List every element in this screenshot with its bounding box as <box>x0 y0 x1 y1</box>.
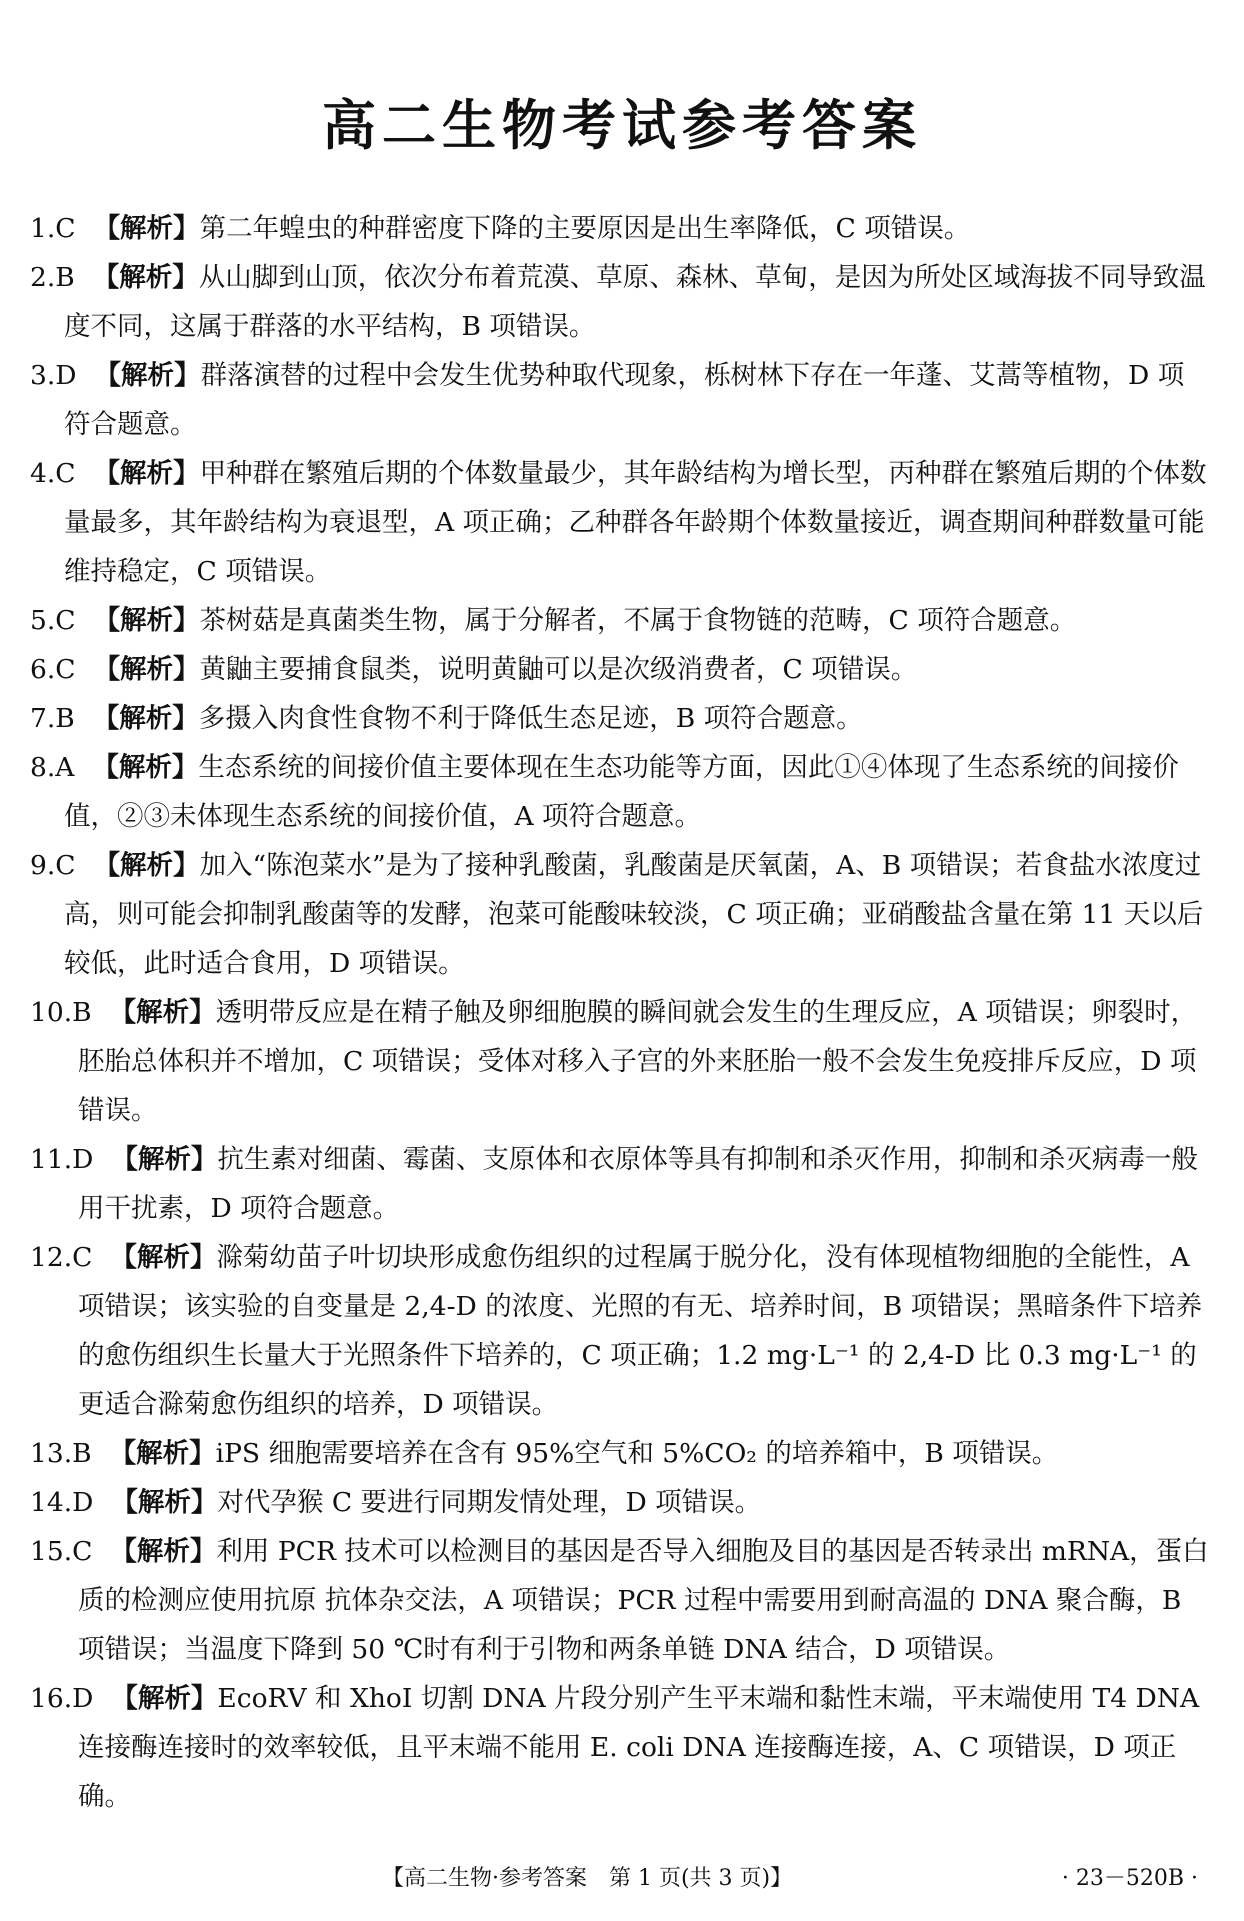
answer-number: 4.C <box>30 458 76 489</box>
analysis-tag: 【解析】 <box>92 262 199 293</box>
answer-text: 第二年蝗虫的种群密度下降的主要原因是出生率降低，C 项错误。 <box>199 213 971 244</box>
answer-number: 8.A <box>30 752 75 783</box>
analysis-tag: 【解析】 <box>109 1438 216 1469</box>
answer-text: 多摄入肉食性食物不利于降低生态足迹，B 项符合题意。 <box>198 703 863 734</box>
analysis-tag: 【解析】 <box>93 850 200 881</box>
analysis-tag: 【解析】 <box>94 360 201 391</box>
answer-number: 3.D <box>30 360 77 391</box>
analysis-tag: 【解析】 <box>110 1536 217 1567</box>
answer-item-9 <box>30 841 1210 988</box>
analysis-tag: 【解析】 <box>109 997 216 1028</box>
answer-number: 6.C <box>30 654 76 685</box>
answer-text: 透明带反应是在精子触及卵细胞膜的瞬间就会发生的生理反应，A 项错误；卵裂时，胚胎总体积并不增加，C 项错误；受体对移入子宫的外来胚胎一般不会发生免疫排斥反应，D 项错误。 <box>78 997 1198 1126</box>
analysis-tag: 【解析】 <box>111 1144 218 1175</box>
answer-number: 11.D <box>30 1144 94 1175</box>
answer-item-3 <box>30 351 1210 449</box>
answer-text: 抗生素对细菌、霉菌、支原体和衣原体等具有抑制和杀灭作用，抑制和杀灭病毒一般用干扰素，D 项符合题意。 <box>78 1144 1198 1224</box>
answer-text: 加入“陈泡菜水”是为了接种乳酸菌，乳酸菌是厌氧菌，A、B 项错误；若食盐水浓度过高，则可能会抑制乳酸菌等的发酵，泡菜可能酸味较淡，C 项正确；亚硝酸盐含量在第 11 天以后较低，此时适合食用，D 项错误。 <box>64 850 1204 979</box>
answer-item-6 <box>30 645 1210 694</box>
answer-item-14 <box>30 1478 1210 1527</box>
answer-text: 滁菊幼苗子叶切块形成愈伤组织的过程属于脱分化，没有体现植物细胞的全能性，A 项错误；该实验的自变量是 2,4-D 的浓度、光照的有无、培养时间，B 项错误；黑暗条件下培养的愈伤组织生长量大于光照条件下培养的，C 项正确；1.2 mg·L⁻¹ 的 2,4-D 比 0.3 mg·L⁻¹ 的更适合滁菊愈伤组织的培养，D 项错误。 <box>78 1242 1203 1420</box>
answer-item-7 <box>30 694 1210 743</box>
answer-text: 甲种群在繁殖后期的个体数量最少，其年龄结构为增长型，丙种群在繁殖后期的个体数量最多，其年龄结构为衰退型，A 项正确；乙种群各年龄期个体数量接近，调查期间种群数量可能维持稳定，C 项错误。 <box>64 458 1207 587</box>
answer-list <box>30 204 1210 1821</box>
answer-number: 5.C <box>30 605 76 636</box>
footer-exam-code: · 23－520B · <box>1061 1866 1198 1891</box>
answer-item-11 <box>30 1135 1210 1233</box>
analysis-tag: 【解析】 <box>92 752 199 783</box>
answer-item-12 <box>30 1233 1210 1429</box>
answer-item-2 <box>30 253 1210 351</box>
analysis-tag: 【解析】 <box>110 1242 217 1273</box>
answer-number: 14.D <box>30 1487 94 1518</box>
answer-number: 16.D <box>30 1683 94 1714</box>
answer-item-15 <box>30 1527 1210 1674</box>
answer-item-10 <box>30 988 1210 1135</box>
answer-item-5 <box>30 596 1210 645</box>
answer-number: 15.C <box>30 1536 93 1567</box>
footer-page-info: 【高二生物·参考答案 第 1 页(共 3 页)】 <box>382 1866 793 1891</box>
answer-text: 对代孕猴 C 要进行同期发情处理，D 项错误。 <box>217 1487 762 1518</box>
analysis-tag: 【解析】 <box>93 458 200 489</box>
analysis-tag: 【解析】 <box>111 1683 218 1714</box>
answer-item-16 <box>30 1674 1210 1821</box>
answer-item-8 <box>30 743 1210 841</box>
answer-number: 10.B <box>30 997 92 1028</box>
analysis-tag: 【解析】 <box>93 605 200 636</box>
answer-number: 7.B <box>30 703 75 734</box>
answer-text: 从山脚到山顶，依次分布着荒漠、草原、森林、草甸，是因为所处区域海拔不同导致温度不同，这属于群落的水平结构，B 项错误。 <box>64 262 1206 342</box>
answer-number: 1.C <box>30 213 76 244</box>
answer-number: 9.C <box>30 850 76 881</box>
answer-text: 生态系统的间接价值主要体现在生态功能等方面，因此①④体现了生态系统的间接价值，②③未体现生态系统的间接价值，A 项符合题意。 <box>64 752 1179 832</box>
analysis-tag: 【解析】 <box>93 213 200 244</box>
answer-text: 利用 PCR 技术可以检测目的基因是否导入细胞及目的基因是否转录出 mRNA，蛋白质的检测应使用抗原 抗体杂交法，A 项错误；PCR 过程中需要用到耐高温的 DNA 聚合酶，B 项错误；当温度下降到 50 ℃时有利于引物和两条单链 DNA 结合，D 项错误。 <box>78 1536 1209 1665</box>
answer-text: 茶树菇是真菌类生物，属于分解者，不属于食物链的范畴，C 项符合题意。 <box>199 605 1077 636</box>
answer-text: 黄鼬主要捕食鼠类，说明黄鼬可以是次级消费者，C 项错误。 <box>199 654 918 685</box>
answer-number: 12.C <box>30 1242 93 1273</box>
answer-text: iPS 细胞需要培养在含有 95%空气和 5%CO₂ 的培养箱中，B 项错误。 <box>215 1438 1059 1469</box>
analysis-tag: 【解析】 <box>111 1487 218 1518</box>
analysis-tag: 【解析】 <box>92 703 199 734</box>
page-title: 高二生物考试参考答案 <box>322 94 922 157</box>
answer-item-1 <box>30 204 1210 253</box>
answer-number: 13.B <box>30 1438 92 1469</box>
analysis-tag: 【解析】 <box>93 654 200 685</box>
answer-text: 群落演替的过程中会发生优势种取代现象，栎树林下存在一年蓬、艾蒿等植物，D 项符合题意。 <box>64 360 1185 440</box>
answer-text: EcoRⅤ 和 XhoⅠ 切割 DNA 片段分别产生平末端和黏性末端，平末端使用 T4 DNA 连接酶连接时的效率较低，且平末端不能用 E. coli DNA 连接酶连接，A、C 项错误，D 项正确。 <box>78 1683 1200 1812</box>
answer-number: 2.B <box>30 262 75 293</box>
answer-item-4 <box>30 449 1210 596</box>
answer-item-13 <box>30 1429 1210 1478</box>
